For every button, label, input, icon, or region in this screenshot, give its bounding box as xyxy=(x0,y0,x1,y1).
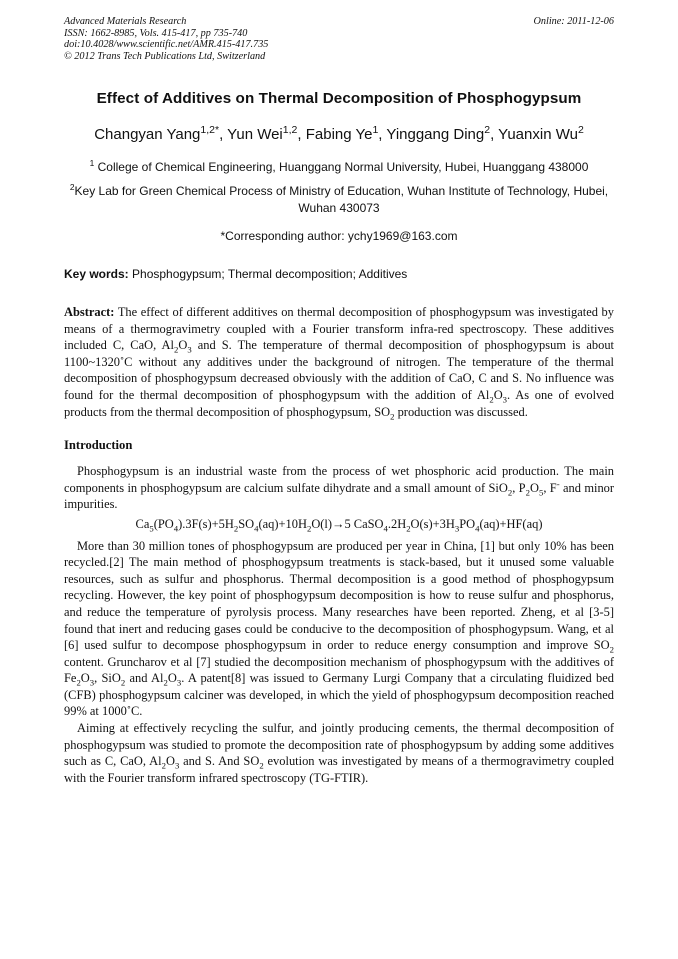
author-list: Changyan Yang$^{1,2*}$, Yun Wei$^{1,2}$, Fabing Ye$^1$, Yinggang Ding$^2$, Yuanxin Wu$^2$ xyxy=(94,124,584,143)
section-heading-introduction: Introduction xyxy=(64,438,133,453)
chemical-equation: $Ca_5(PO_4).3F(s)+5H_2SO_4(aq)+10H_2O(l)\to 5$ $CaSO_4.2H_2O(s)+3H_3PO_4(aq)+HF(aq)$ xyxy=(135,516,543,534)
affiliation-1: $^1$ College of Chemical Engineering, Huanggang Normal University, Hubei, Huanggang 438000 xyxy=(89,158,589,174)
author: Yinggang Ding$^2$ xyxy=(386,124,491,143)
author: Yuanxin Wu$^2$ xyxy=(498,124,584,143)
copyright-line: © 2012 Trans Tech Publications Ltd, Switzerland xyxy=(64,50,266,62)
intro-paragraph-3: Aiming at effectively recycling the sulfur, and jointly producing cements, the thermal decomposition of phosphogypsum was studied to promote the decomposition rate of phosphogypsum by adding some additives such as C, CaO, $Al_2O_3$ and S. And $SO_2$ evolution was investigated by means of a thermogravimetry coupled with the Fourier transform infrared spectroscopy (TG-FTIR). xyxy=(64,721,614,785)
author: Changyan Yang$^{1,2*}$ xyxy=(94,124,220,143)
keywords-label: Key words: xyxy=(64,267,129,281)
abstract-text: The effect of different additives on thermal decomposition of phosphogypsum was investigated by means of a thermogravimetry coupled with a Fourier transform infra-red spectroscopy. These additives included C, CaO, $Al_2O_3$ and S. The temperature of thermal decomposition of phosphogypsum is about 1100~1320˚C without any additives under the background of nitrogen. The temperature of the thermal decomposition of phosphogypsum decreased obviously with the addition of CaO, C and S. No influence was found for the thermal decomposition of phosphogypsum with the addition of $Al_2O_3$. As one of evolved products from the thermal decomposition of phosphogypsum, $SO_2$ production was discussed. xyxy=(64,305,614,422)
intro-paragraph-2: More than 30 million tones of phosphogypsum are produced per year in China, [1] but only 10% has been recycled.[2] The main method of phosphogypsum treatments is stack-based, but it unused some valuable resources, such as sulfur and phosphorus. Thermal decomposition is a good method of phosphogypsum recycling. However, the key point of phosphogypsum decomposition is how to reuse sulfur and phosphorus, and reduce the temperature of pyrolysis process. Many researches have been reported. Zheng, et al [3-5] found that inert and reducing gases could be conducive to the decomposition of phosphogypsum. Wang, et al [6] used sulfur to decompose phosphogypsum in order to reduce energy consumption and improve $SO_2$ content. Gruncharov et al [7] studied the decomposition mechanism of phosphogypsum with the additives of $Fe_2O_3$, SiO$_2$ and $Al_2O_3$. A patent[8] was issued to Germany Lurgi Company that a circulating fluidized bed (CFB) phosphogypsum calciner was developed, in which the yield of phosphogypsum decomposition reached 99% at 1000˚C. xyxy=(64,538,614,719)
online-date: Online: 2011-12-06 xyxy=(533,16,614,27)
abstract-label: Abstract: xyxy=(64,305,115,319)
journal-header xyxy=(64,16,614,62)
affiliation-2: $^2$Key Lab for Green Chemical Process of Ministry of Education, Wuhan Institute of Technology, Hubei, Wuhan 430073 xyxy=(69,182,609,215)
keywords xyxy=(64,267,614,281)
journal-name: Advanced Materials Research xyxy=(64,16,187,27)
keywords-text: Phosphogypsum; Thermal decomposition; Additives xyxy=(128,267,408,281)
intro-paragraph-1: Phosphogypsum is an industrial waste from the process of wet phosphoric acid production. The main components in phosphogypsum are calcium sulfate dihydrate and a small amount of SiO$_2$, $P_2O_5$, F- and minor impurities. xyxy=(64,464,615,512)
corresponding-author: *Corresponding author: ychy1969@163.com xyxy=(220,229,458,243)
author: Yun Wei$^{1,2}$ xyxy=(227,124,298,143)
author: Fabing Ye$^1$ xyxy=(305,124,379,143)
paper-title: Effect of Additives on Thermal Decomposition of Phosphogypsum xyxy=(96,90,582,107)
doi-line: doi:10.4028/www.scientific.net/AMR.415-417.735 xyxy=(64,39,269,50)
abstract xyxy=(64,304,614,420)
issn-line: ISSN: 1662-8985, Vols. 415-417, pp 735-740 xyxy=(64,27,248,39)
